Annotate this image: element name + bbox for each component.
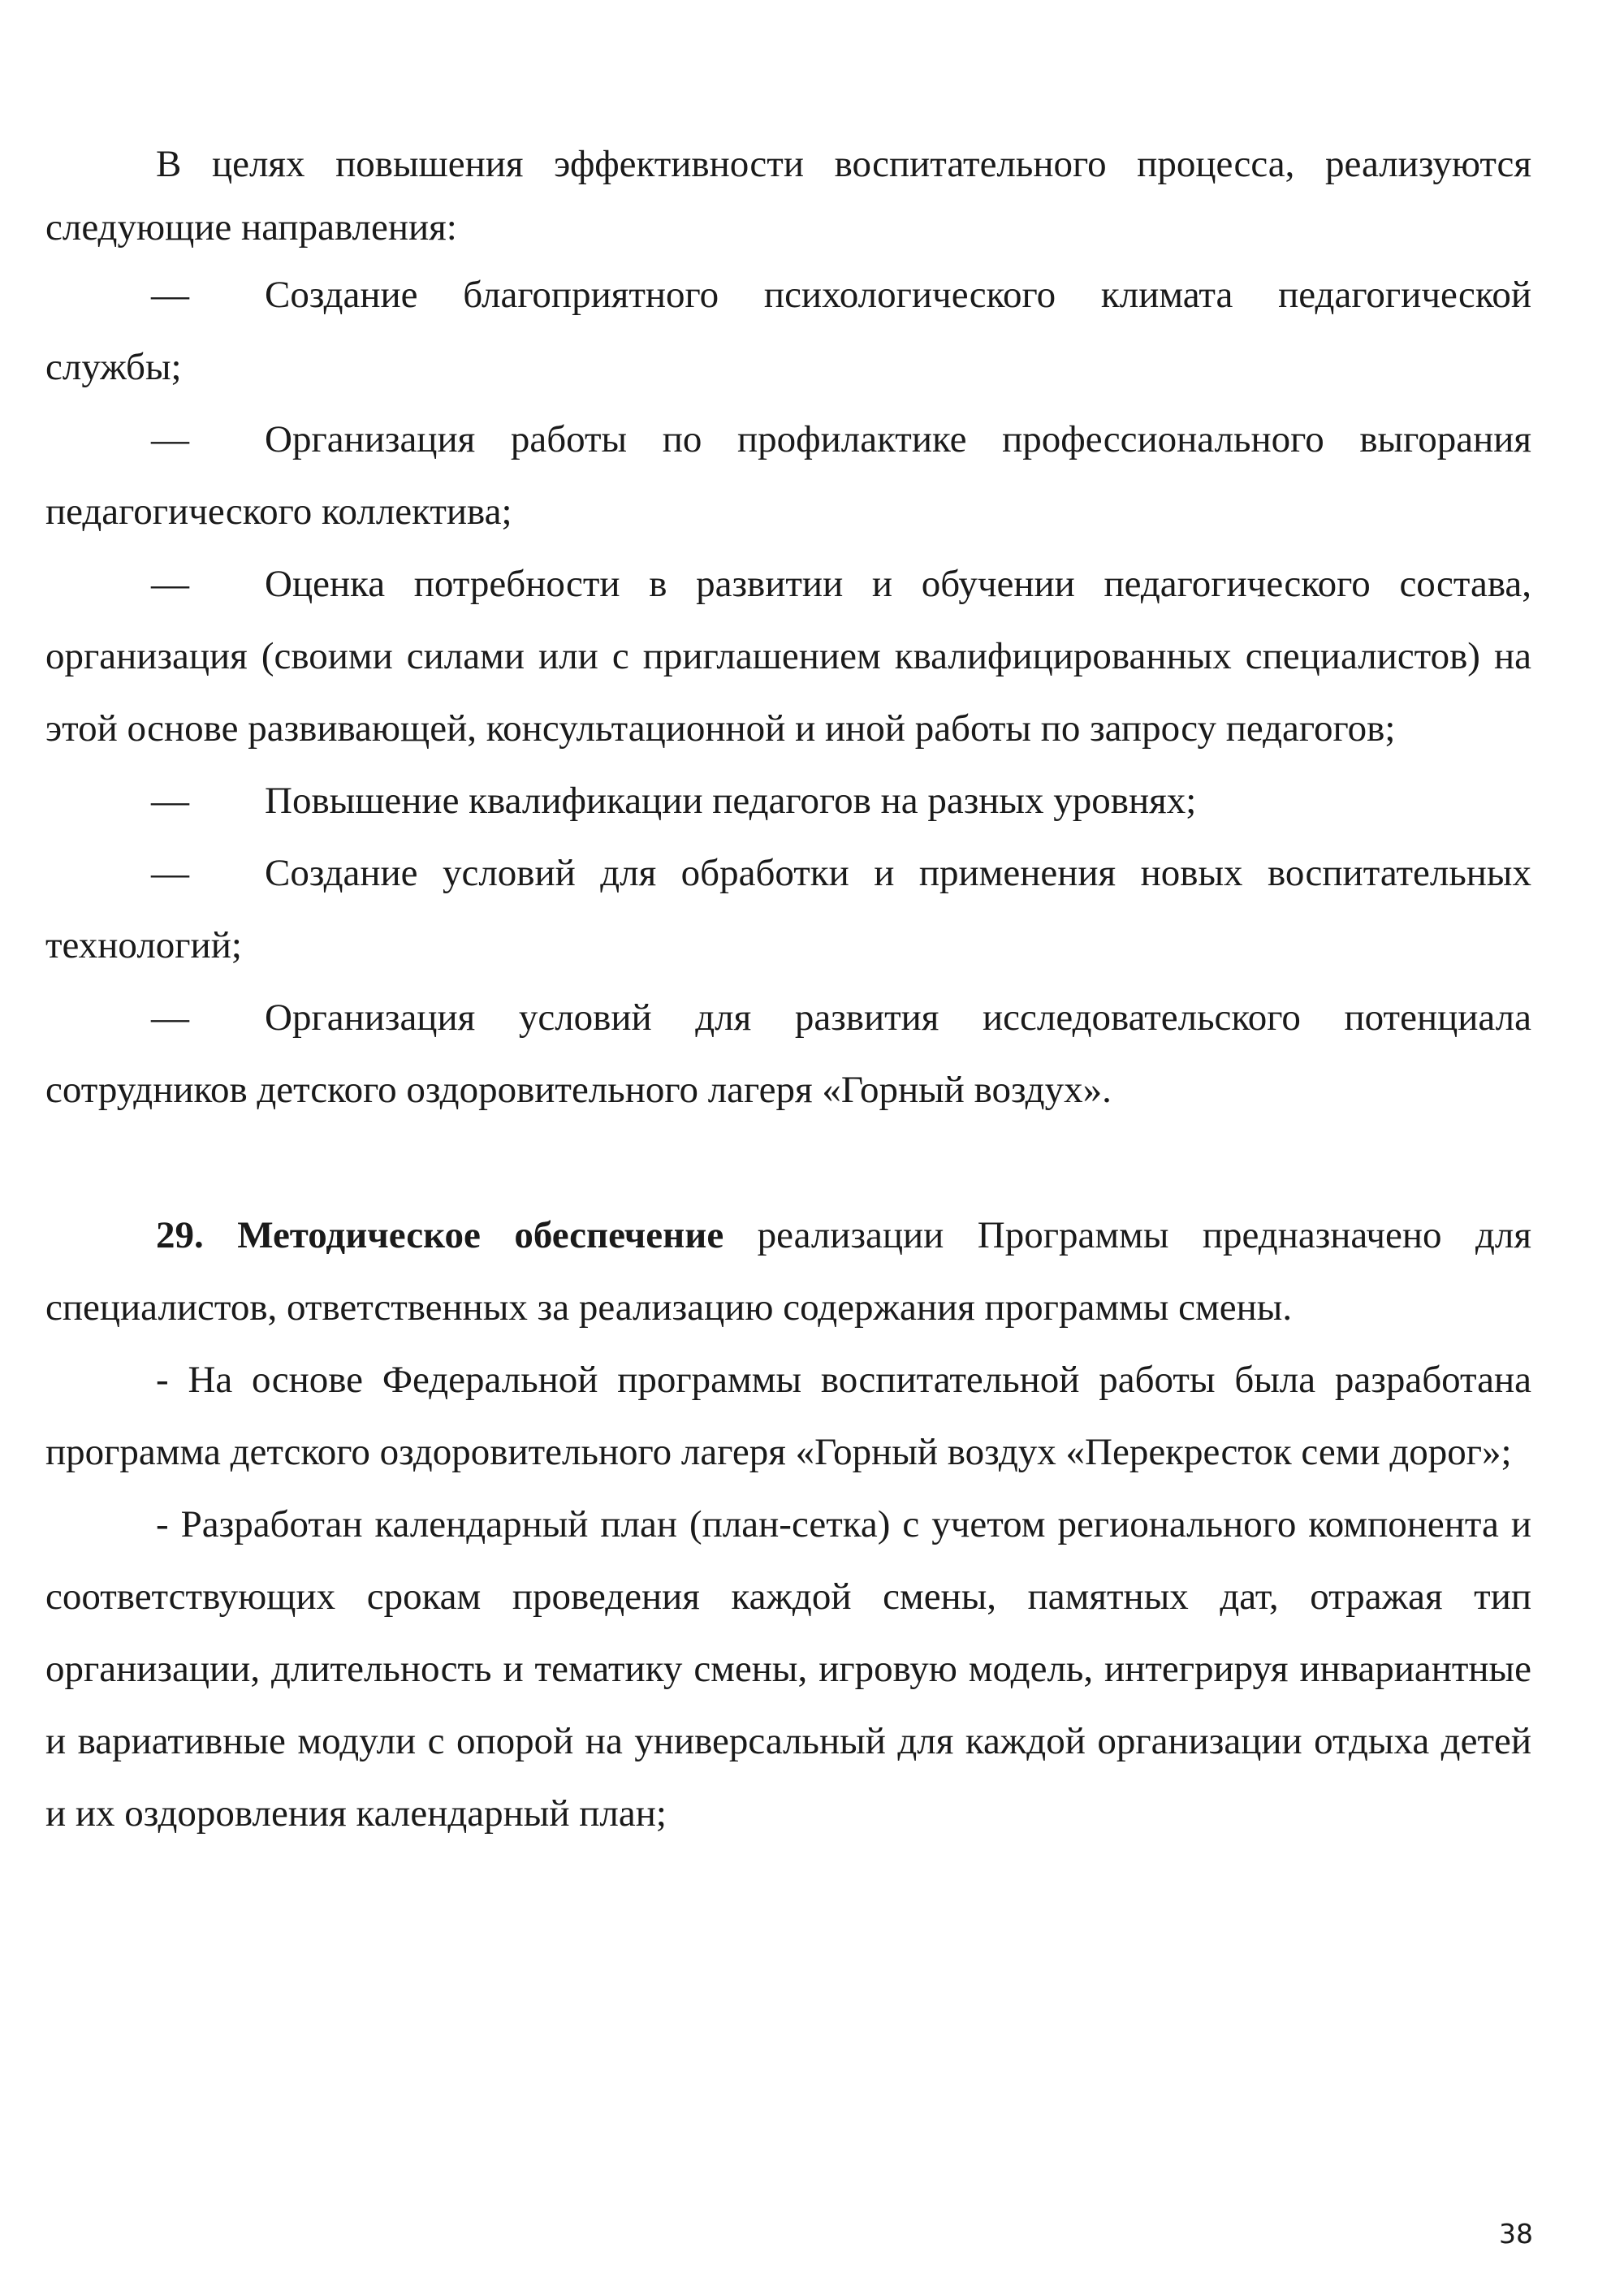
bullet-item-2 xyxy=(45,404,1531,548)
bullet-text: Повышение квалификации педагогов на разных уровнях; xyxy=(265,780,1197,822)
bullet-text: Создание благоприятного психологического климата педагогической службы; xyxy=(45,274,1531,388)
list-item-2: - Разработан календарный план (план-сетка) с учетом регионального компонента и соответствующих срокам проведения каждой смены, памятных дат, отражая тип организации, длительность и тематику смены, игровую модель, интегрируя инвариантные и вариативные модули с опорой на универсальный для каждой организации отдыха детей и их оздоровления календарный план; xyxy=(45,1503,1531,1835)
bullet-item-4 xyxy=(45,765,1531,837)
section-heading: 29. Методическое обеспечение xyxy=(156,1214,724,1256)
bullet-dash: — xyxy=(151,418,189,460)
bullet-item-5 xyxy=(45,837,1531,982)
section-spacer xyxy=(45,1126,1531,1200)
bullet-dash: — xyxy=(151,780,189,822)
bullet-text: Оценка потребности в развитии и обучении педагогического состава, организация (своими силами или с приглашением квалифицированных специалистов) на этой основе развивающей, консультационной и иной работы по запросу педагогов; xyxy=(45,563,1531,750)
intro-paragraph: В целях повышения эффективности воспитательного процесса, реализуются следующие направления: xyxy=(45,143,1531,249)
bullet-item-1 xyxy=(45,259,1531,404)
page-number: 38 xyxy=(1499,2218,1533,2250)
bullet-dash: — xyxy=(151,996,189,1039)
bullet-dash: — xyxy=(151,563,189,605)
bullet-dash: — xyxy=(151,274,189,316)
section-text: реализации Программы предназначено для специалистов, ответственных за реализацию содержания программы смены. xyxy=(45,1214,1531,1329)
section-paragraph xyxy=(45,1200,1531,1344)
bullet-item-3 xyxy=(45,548,1531,765)
bullet-text: Организация условий для развития исследовательского потенциала сотрудников детского оздоровительного лагеря «Горный воздух». xyxy=(45,996,1531,1111)
bullet-item-6 xyxy=(45,982,1531,1126)
bullet-text: Организация работы по профилактике профессионального выгорания педагогического коллектива; xyxy=(45,418,1531,533)
bullet-dash: — xyxy=(151,852,189,894)
bullet-text: Создание условий для обработки и применения новых воспитательных технологий; xyxy=(45,852,1531,966)
list-item-1: - На основе Федеральной программы воспитательной работы была разработана программа детского оздоровительного лагеря «Горный воздух «Перекресток семи дорог»; xyxy=(45,1359,1531,1473)
page-content xyxy=(45,132,1531,1850)
